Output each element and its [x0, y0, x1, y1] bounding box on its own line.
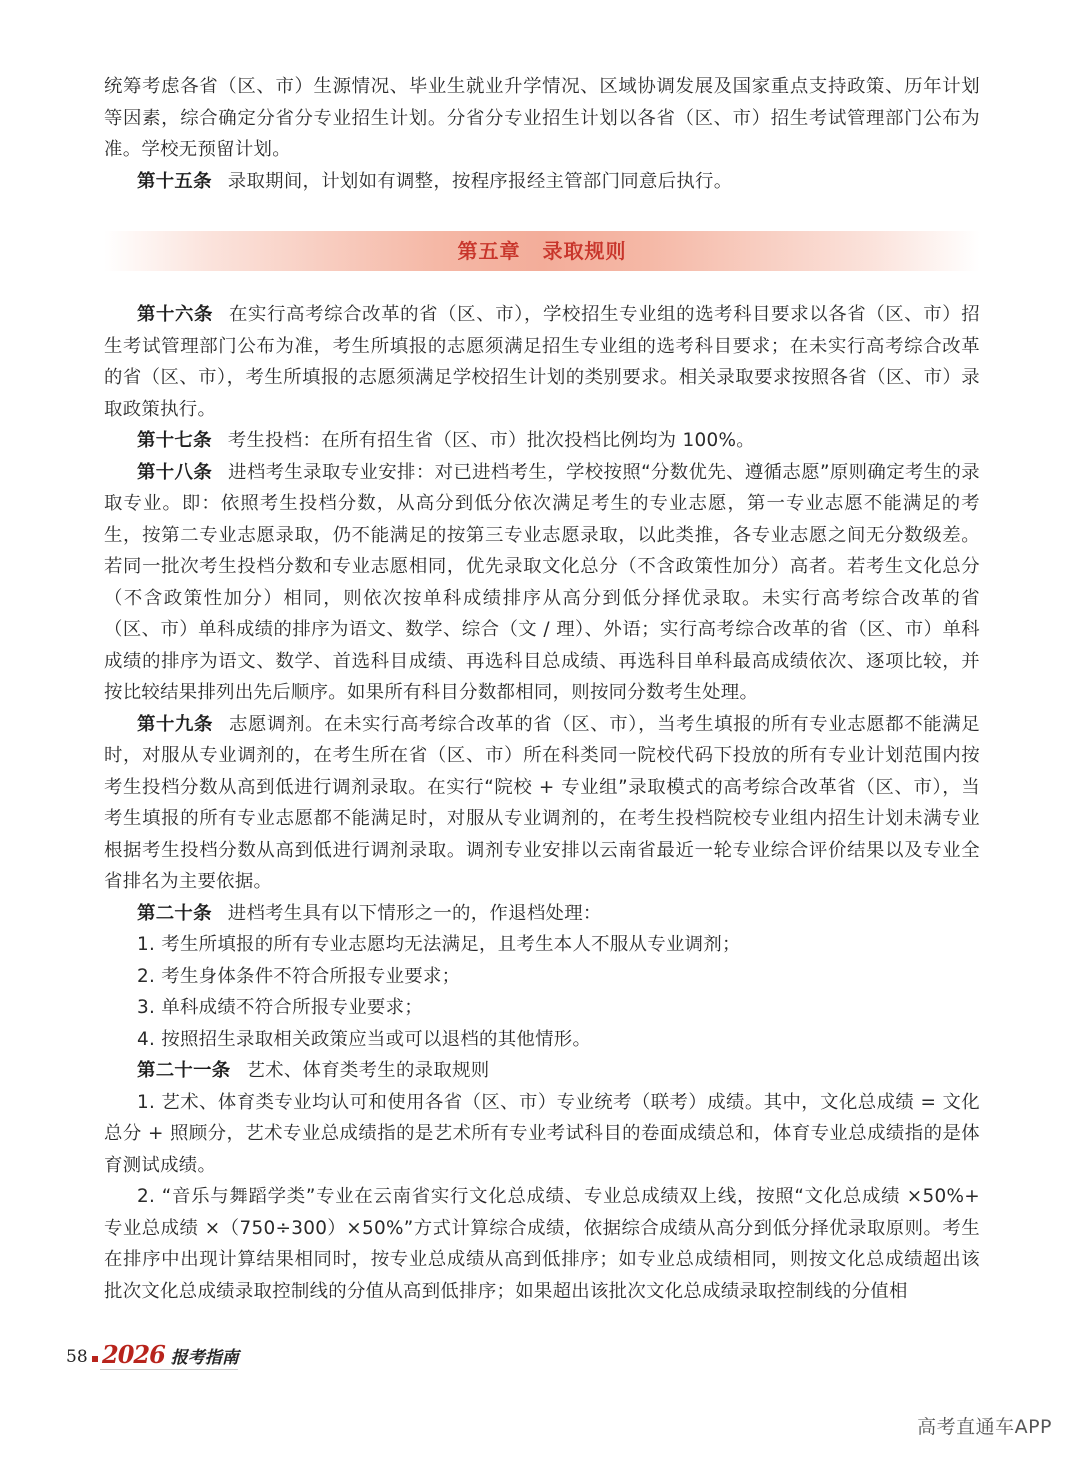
article-20	[104, 898, 980, 930]
watermark: 高考直通车APP	[917, 1416, 1052, 1438]
article-text: 录取期间，计划如有调整，按程序报经主管部门同意后执行。	[227, 170, 733, 192]
article-17	[104, 425, 980, 457]
article-label: 第二十一条	[137, 1060, 231, 1081]
lead-paragraph: 统筹考虑各省（区、市）生源情况、毕业生就业升学情况、区域协调发展及国家重点支持政策、历年计划等因素，综合确定分省分专业招生计划。分省分专业招生计划以各省（区、市）招生考试管理部门公布为准。学校无预留计划。	[104, 76, 980, 160]
article-label: 第十六条	[137, 304, 214, 325]
list-item: 2. 考生身体条件不符合所报专业要求；	[137, 965, 461, 987]
article-text: 考生投档：在所有招生省（区、市）批次投档比例均为 100%。	[227, 430, 755, 451]
logo-text: 报考指南	[170, 1348, 239, 1368]
chapter-title	[104, 231, 980, 271]
article-text: 在实行高考综合改革的省（区、市），学校招生专业组的选考科目要求以各省（区、市）招生考试管理部门公布为准，考生所填报的志愿须满足招生专业组的选考科目要求；在未实行高考综合改革的省（区、市），考生所填报的志愿须满足学校招生计划的类别要求。相关录取要求按照各省（区、市）录取政策执行。	[104, 304, 980, 420]
article-text: 进档考生具有以下情形之一的，作退档处理：	[227, 902, 602, 924]
article-text: 艺术、体育类考生的录取规则	[246, 1060, 490, 1081]
list-item: 3. 单科成绩不符合所报专业要求；	[137, 997, 423, 1018]
article-label: 第十八条	[137, 461, 213, 483]
article-label: 第十九条	[137, 713, 214, 735]
article-label: 第十七条	[137, 430, 212, 451]
article-18	[104, 457, 980, 709]
guide-logo	[102, 1340, 239, 1368]
list-item: 1. 考生所填报的所有专业志愿均无法满足，且考生本人不服从专业调剂；	[137, 934, 741, 955]
chapter-heading-band	[104, 231, 980, 271]
article-label: 第十五条	[137, 170, 212, 192]
article-16	[104, 299, 980, 425]
article-21	[104, 1055, 980, 1087]
page-number: 58	[66, 1347, 88, 1367]
list-item: 4. 按照招生录取相关政策应当或可以退档的其他情形。	[137, 1028, 592, 1050]
article-label: 第二十条	[137, 902, 212, 924]
chapter-name: 录取规则	[542, 239, 627, 263]
list-item: 1. 艺术、体育类专业均认可和使用各省（区、市）专业统考（联考）成绩。其中，文化总成绩 = 文化总分 + 照顾分，艺术专业总成绩指的是艺术所有专业考试科目的卷面成绩总和，体育专业总成绩指的是体育测试成绩。	[104, 1091, 980, 1176]
article-text: 进档考生录取专业安排：对已进档考生，学校按照“分数优先、遵循志愿”原则确定考生的录取专业。即：依照考生投档分数，从高分到低分依次满足考生的专业志愿，第一专业志愿不能满足的考生，按第二专业志愿录取，仍不能满足的按第三专业志愿录取，以此类推，各专业志愿之间无分数级差。若同一批次考生投档分数和专业志愿相同，优先录取文化总分（不含政策性加分）高者。若考生文化总分（不含政策性加分）相同，则依次按单科成绩排序从高分到低分择优录取。未实行高考综合改革的省（区、市）单科成绩的排序为语文、数学、综合（文 / 理）、外语；实行高考综合改革的省（区、市）单科成绩的排序为语文、数学、首选科目成绩、再选科目总成绩、再选科目单科最高成绩依次、逐项比较，并按比较结果排列出先后顺序。如果所有科目分数都相同，则按同分数考生处理。	[104, 461, 980, 703]
chapter-body	[104, 299, 980, 1307]
section-top	[104, 71, 980, 197]
footer-divider	[100, 1369, 238, 1370]
logo-year: 2026	[102, 1340, 165, 1369]
list-item: 2. “音乐与舞蹈学类”专业在云南省实行文化总成绩、专业总成绩双上线，按照“文化总成绩 ×50%+ 专业总成绩 ×（750÷300）×50%”方式计算综合成绩，依据综合成绩从高分到低分择优录取原则。考生在排序中出现计算结果相同时，按专业总成绩从高到低排序；如专业总成绩相同，则按文化总成绩超出该批次文化总成绩录取控制线的分值从高到低排序；如果超出该批次文化总成绩录取控制线的分值相	[104, 1186, 980, 1302]
chapter-number: 第五章	[457, 239, 521, 263]
footer-square-icon	[92, 1356, 98, 1362]
article-19	[104, 709, 980, 898]
article-text: 志愿调剂。在未实行高考综合改革的省（区、市），当考生填报的所有专业志愿都不能满足时，对服从专业调剂的，在考生所在省（区、市）所在科类同一院校代码下投放的所有专业计划范围内按考生投档分数从高到低进行调剂录取。在实行“院校 + 专业组”录取模式的高考综合改革省（区、市），当考生填报的所有专业志愿都不能满足时，对服从专业调剂的，在考生投档院校专业组内招生计划未满专业根据考生投档分数从高到低进行调剂录取。调剂专业安排以云南省最近一轮专业综合评价结果以及专业全省排名为主要依据。	[104, 713, 980, 892]
article-15	[104, 166, 980, 198]
